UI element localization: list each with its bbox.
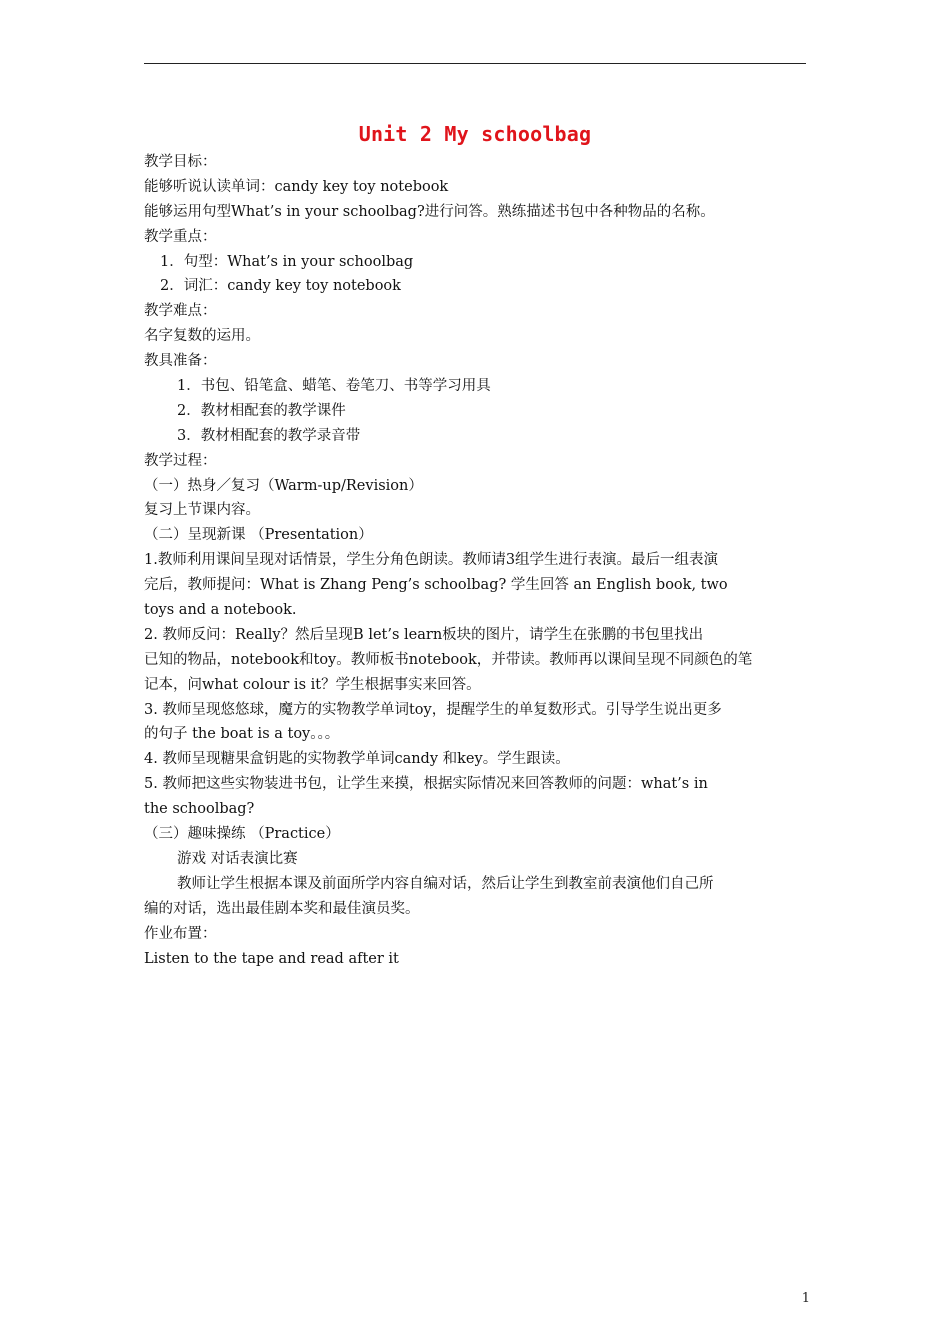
objectives-heading: 教学目标：: [144, 154, 217, 170]
presentation-step-5: 5. 教师把这些实物装进书包，让学生来摸，根据实际情况来回答教师的问题：what’s in: [144, 776, 708, 793]
document-body: [144, 150, 808, 971]
practice-game: 游戏 对话表演比赛: [177, 850, 298, 867]
presentation-step-3: 的句子 the boat is a toy。。。: [144, 726, 340, 743]
process-heading: 教学过程：: [144, 452, 217, 469]
materials-item: 1．书包、铅笔盒、蜡笔、卷笔刀、书等学习用具: [177, 378, 491, 395]
materials-item: 3．教材相配套的教学录音带: [177, 427, 361, 444]
homework-text: Listen to the tape and read after it: [144, 950, 399, 967]
presentation-step-1: 完后，教师提问：What is Zhang Peng’s schoolbag? 学生回答 an English book, two: [144, 577, 728, 594]
header-rule: [144, 63, 806, 64]
difficulties-heading: 教学难点：: [144, 303, 217, 320]
presentation-step-4: 4. 教师呈现糖果盒钥匙的实物教学单词candy 和key。学生跟读。: [144, 751, 570, 768]
presentation-step-2: 已知的物品，notebook和toy。教师板书notebook，并带读。教师再以课间呈现不同颜色的笔: [144, 651, 753, 668]
practice-heading: （三）趣味操练 （Practice）: [144, 826, 340, 843]
presentation-heading: （二）呈现新课 （Presentation）: [144, 527, 373, 544]
key-point-item: 2．词汇：candy key toy notebook: [160, 278, 401, 295]
materials-heading: 教具准备：: [144, 353, 217, 370]
practice-game-description: 教师让学生根据本课及前面所学内容自编对话，然后让学生到教室前表演他们自己所: [177, 875, 714, 892]
objectives-vocabulary: 能够听说认读单词：candy key toy notebook: [144, 178, 449, 195]
presentation-step-3: 3. 教师呈现悠悠球，魔方的实物教学单词toy，提醒学生的单复数形式。引导学生说出更多: [144, 701, 722, 718]
presentation-step-2: 记本，问what colour is it？学生根据事实来回答。: [144, 676, 481, 693]
objectives-sentence: 能够运用句型What’s in your schoolbag?进行问答。熟练描述书包中各种物品的名称。: [144, 203, 715, 220]
materials-item: 2．教材相配套的教学课件: [177, 402, 346, 419]
warmup-heading: （一）热身／复习（Warm-up/Revision）: [144, 477, 423, 494]
presentation-step-2: 2. 教师反问：Really？然后呈现B let’s learn板块的图片，请学生在张鹏的书包里找出: [144, 626, 704, 643]
presentation-step-5: the schoolbag?: [144, 801, 255, 818]
key-point-item: 1．句型：What’s in your schoolbag: [160, 253, 414, 270]
presentation-step-1: toys and a notebook.: [144, 602, 297, 619]
practice-game-description: 编的对话，选出最佳剧本奖和最佳演员奖。: [144, 900, 420, 917]
document-title: Unit 2 My schoolbag: [358, 122, 592, 146]
page-number: 1: [801, 1291, 810, 1306]
warmup-text: 复习上节课内容。: [144, 502, 260, 519]
difficulties-text: 名字复数的运用。: [144, 328, 260, 345]
key-points-heading: 教学重点：: [144, 228, 217, 245]
homework-heading: 作业布置：: [144, 925, 217, 942]
presentation-step-1: 1.教师利用课间呈现对话情景，学生分角色朗读。教师请3组学生进行表演。最后一组表演: [144, 552, 719, 569]
